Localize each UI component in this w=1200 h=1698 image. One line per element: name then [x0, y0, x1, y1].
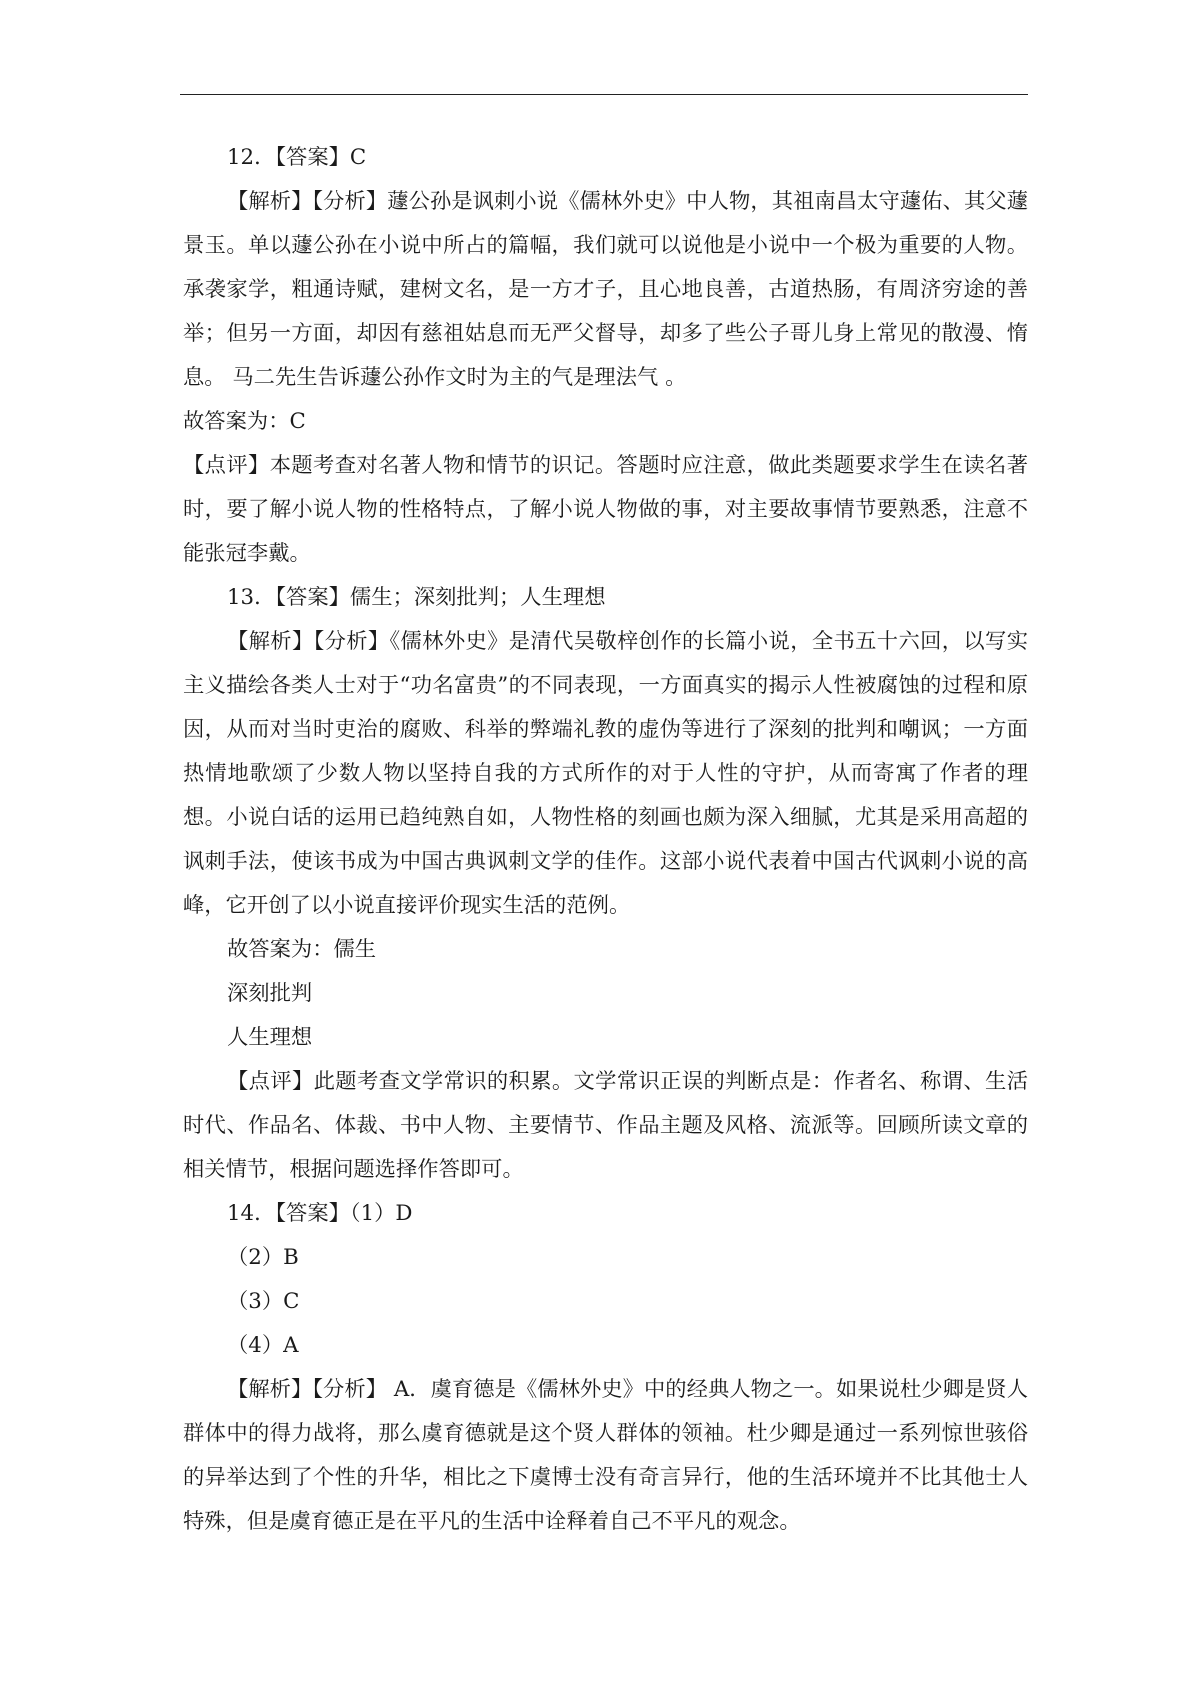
q12-answer-line: 12．【答案】C	[227, 145, 367, 170]
q14-answer-line: 14．【答案】（1）D	[227, 1201, 413, 1226]
document-body	[183, 136, 1028, 1544]
q12-analysis: 【解析】【分析】蘧公孙是讽刺小说《儒林外史》中人物，其祖南昌太守蘧佑、其父蘧景玉。单以蘧公孙在小说中所占的篇幅，我们就可以说他是小说中一个极为重要的人物。承袭家学，粗通诗赋，建树文名，是一方才子，且心地良善，古道热肠，有周济穷途的善举；但另一方面，却因有慈祖姑息而无严父督导，却多了些公子哥儿身上常见的散漫、惰息。 马二先生告诉蘧公孙作文时为主的气是理法气 。	[183, 189, 1028, 390]
q14-analysis: 【解析】【分析】 A．虞育德是《儒林外史》中的经典人物之一。如果说杜少卿是贤人群体中的得力战将，那么虞育德就是这个贤人群体的领袖。杜少卿是通过一系列惊世骇俗的异举达到了个性的升华，相比之下虞博士没有奇言异行，他的生活环境并不比其他士人特殊，但是虞育德正是在平凡的生活中诠释着自己不平凡的观念。	[183, 1377, 1028, 1534]
q13-extra-answer-1: 深刻批判	[227, 981, 313, 1006]
q13-comment: 【点评】此题考查文学常识的积累。文学常识正误的判断点是：作者名、称谓、生活时代、作品名、体裁、书中人物、主要情节、作品主题及风格、流派等。回顾所读文章的相关情节，根据问题选择作答即可。	[183, 1069, 1028, 1182]
q12-conclusion: 故答案为：C	[183, 409, 306, 434]
q14-sub-answer-4: （4）A	[227, 1333, 299, 1358]
q13-extra-answer-2: 人生理想	[227, 1025, 313, 1050]
q14-sub-answer-3: （3）C	[227, 1289, 300, 1314]
q13-answer-line: 13．【答案】儒生；深刻批判；人生理想	[227, 585, 606, 610]
header-rule	[180, 94, 1028, 95]
q14-sub-answer-2: （2）B	[227, 1245, 299, 1270]
q13-analysis: 【解析】【分析】《儒林外史》是清代吴敬梓创作的长篇小说，全书五十六回，以写实主义描绘各类人士对于“功名富贵”的不同表现，一方面真实的揭示人性被腐蚀的过程和原因，从而对当时吏治的腐败、科举的弊端礼教的虚伪等进行了深刻的批判和嘲讽；一方面热情地歌颂了少数人物以坚持自我的方式所作的对于人性的守护，从而寄寓了作者的理想。小说白话的运用已趋纯熟自如，人物性格的刻画也颇为深入细腻，尤其是采用高超的讽刺手法，使该书成为中国古典讽刺文学的佳作。这部小说代表着中国古代讽刺小说的高峰，它开创了以小说直接评价现实生活的范例。	[183, 629, 1028, 918]
q12-comment: 【点评】本题考查对名著人物和情节的识记。答题时应注意，做此类题要求学生在读名著时，要了解小说人物的性格特点，了解小说人物做的事，对主要故事情节要熟悉，注意不能张冠李戴。	[183, 453, 1028, 566]
q13-conclusion: 故答案为：儒生	[227, 937, 377, 962]
